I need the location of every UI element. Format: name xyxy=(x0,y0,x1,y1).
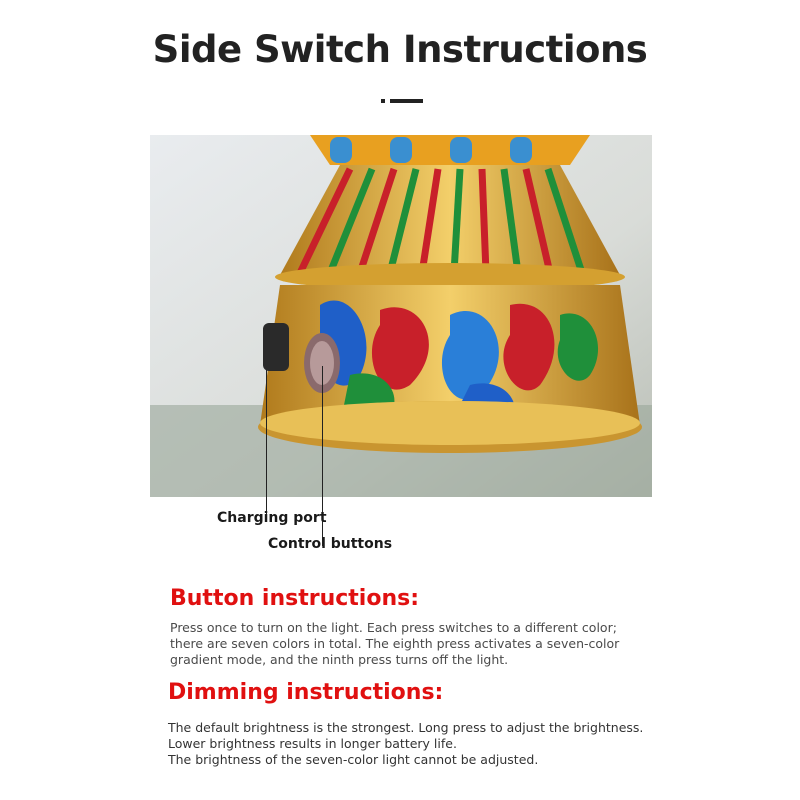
dimming-line: The default brightness is the strongest. Long press to adjust the brightness. xyxy=(168,720,644,735)
dimming-instructions-text xyxy=(168,720,668,768)
charging-port-label: Charging port xyxy=(217,510,327,526)
charging-port-leader xyxy=(266,370,267,520)
dimming-instructions-heading: Dimming instructions: xyxy=(168,680,444,705)
button-instructions-text: Press once to turn on the light. Each press switches to a different color; there are seven colors in total. The eighth press activates a seven-color gradient mode, and the ninth press turns off the light. xyxy=(170,620,620,667)
button-instructions-heading: Button instructions: xyxy=(170,586,419,611)
page-title: Side Switch Instructions xyxy=(152,28,648,71)
control-buttons-label: Control buttons xyxy=(268,536,393,552)
title-divider xyxy=(381,98,423,104)
product-photo xyxy=(150,135,652,497)
dimming-line: Lower brightness results in longer battery life. xyxy=(168,736,457,751)
dimming-line: The brightness of the seven-color light cannot be adjusted. xyxy=(168,752,539,767)
